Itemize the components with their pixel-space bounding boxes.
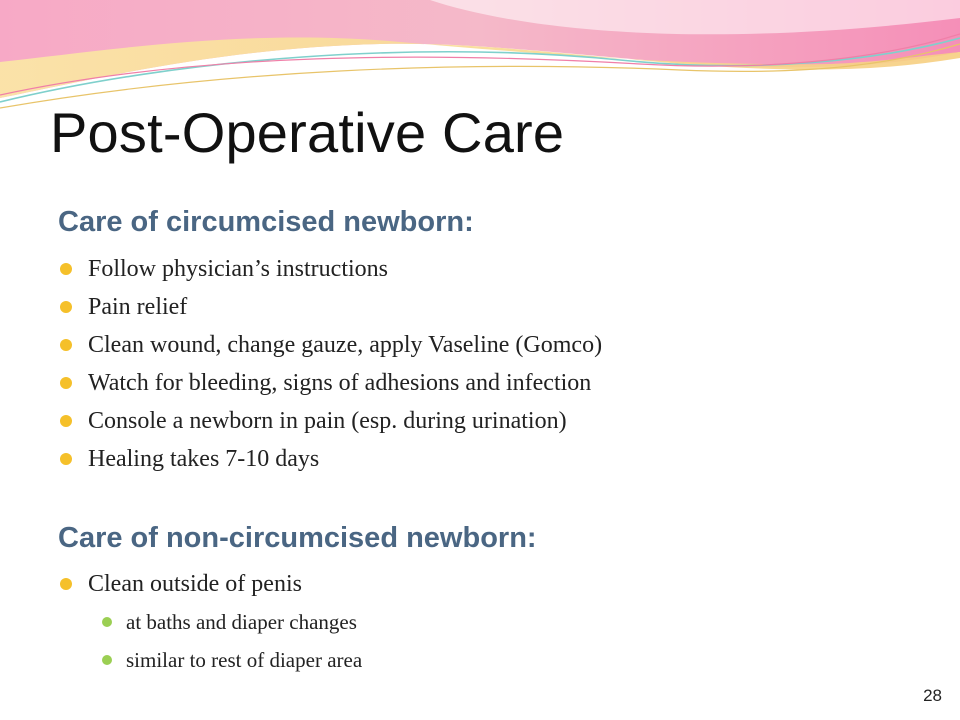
list-item: [58, 404, 602, 442]
list-item-text: Watch for bleeding, signs of adhesions and infection: [88, 370, 592, 396]
sub-list-item: [100, 644, 362, 682]
list-item-text: Pain relief: [88, 294, 188, 320]
list-item: [58, 442, 602, 480]
page-number: 28: [923, 686, 942, 705]
list-item: [58, 252, 602, 290]
sub-list-item-text: at baths and diaper changes: [126, 610, 357, 634]
list-item: [58, 567, 302, 605]
list-item-text: Console a newborn in pain (esp. during urination): [88, 408, 567, 434]
sub-bullet-dot-icon: [102, 617, 112, 627]
bullet-dot-icon: [60, 578, 72, 590]
bullet-dot-icon: [60, 301, 72, 313]
sub-list-item-text: similar to rest of diaper area: [126, 648, 363, 672]
bullet-dot-icon: [60, 377, 72, 389]
sub-list-item: [100, 606, 362, 644]
list-item-text: Follow physician’s instructions: [88, 256, 388, 282]
list-item-text: Healing takes 7-10 days: [88, 446, 320, 472]
sub-bullet-dot-icon: [102, 655, 112, 665]
section-heading-non-circumcised: Care of non-circumcised newborn:: [58, 522, 537, 554]
bullet-dot-icon: [60, 415, 72, 427]
bullet-dot-icon: [60, 453, 72, 465]
bullet-dot-icon: [60, 339, 72, 351]
list-item-text: Clean wound, change gauze, apply Vaseline (Gomco): [88, 332, 603, 358]
section-heading-circumcised: Care of circumcised newborn:: [58, 206, 474, 238]
slide-title: Post-Operative Care: [50, 101, 565, 164]
list-item: [58, 328, 602, 366]
list-item-text: Clean outside of penis: [88, 571, 302, 597]
non-circumcised-sublist: [100, 606, 362, 682]
circumcised-care-list: [58, 252, 602, 480]
non-circumcised-care-list: [58, 567, 302, 605]
list-item: [58, 290, 602, 328]
bullet-dot-icon: [60, 263, 72, 275]
list-item: [58, 366, 602, 404]
